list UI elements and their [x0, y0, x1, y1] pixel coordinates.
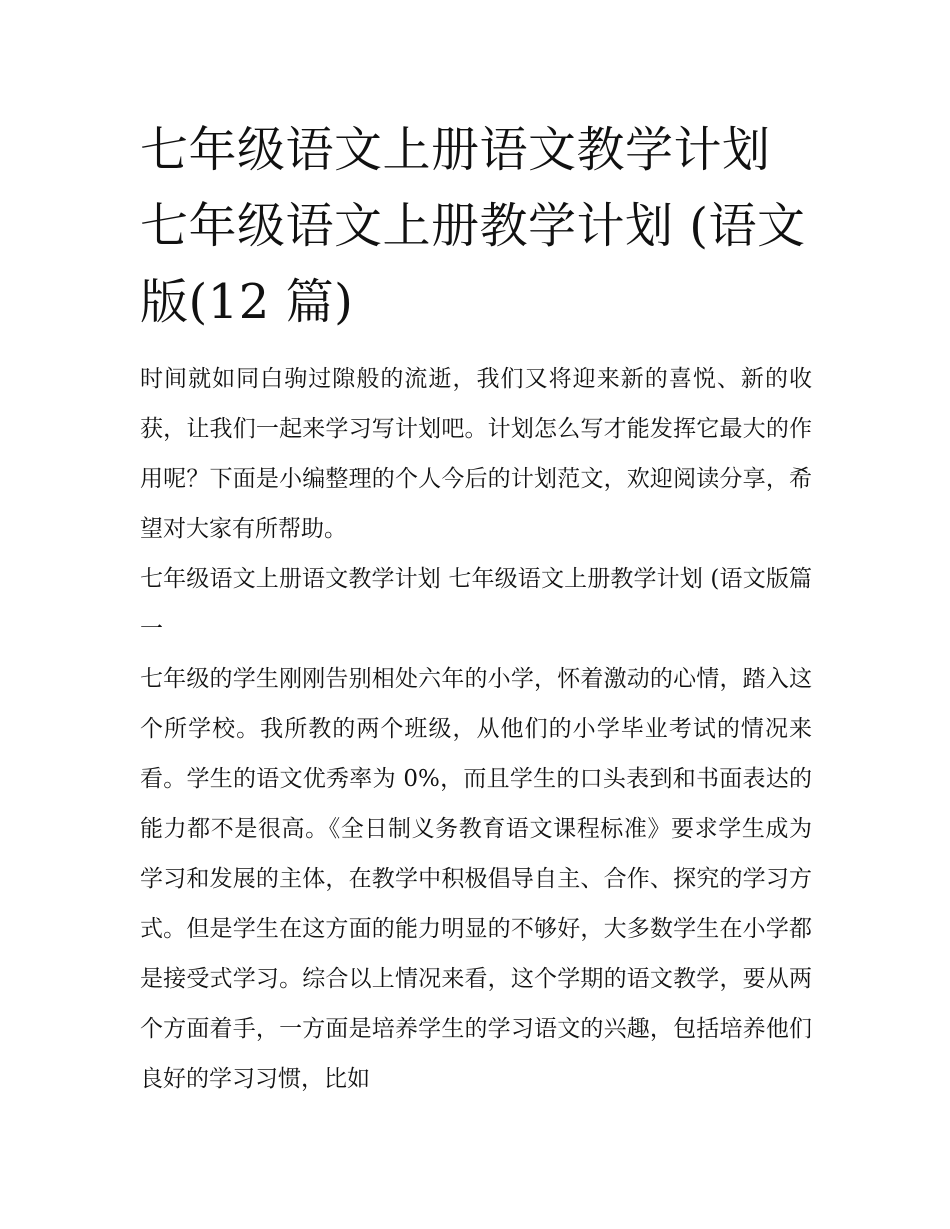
document-title: 七年级语文上册语文教学计划 七年级语文上册教学计划 (语文版(12 篇): [140, 122, 806, 330]
intro-paragraph: 时间就如同白驹过隙般的流逝，我们又将迎来新的喜悦、新的收获，让我们一起来学习写计划吧。计划怎么写才能发挥它最大的作用呢？下面是小编整理的个人今后的计划范文，欢迎阅读分享，希望对大家有所帮助。: [140, 366, 812, 542]
body-paragraph: 七年级的学生刚刚告别相处六年的小学，怀着激动的心情，踏入这个所学校。我所教的两个班级，从他们的小学毕业考试的情况来看。学生的语文优秀率为 0%，而且学生的口头表到和书面表达的能力都不是很高。《全日制义务教育语文课程标准》要求学生成为学习和发展的主体，在教学中积极倡导自主、合作、探究的学习方式。但是学生在这方面的能力明显的不够好，大多数学生在小学都是接受式学习。综合以上情况来看，这个学期的语文教学，要从两个方面着手，一方面是培养学生的学习语文的兴趣，包括培养他们良好的学习习惯，比如: [140, 666, 812, 1092]
document-page: [140, 112, 812, 1104]
section-heading: 七年级语文上册语文教学计划 七年级语文上册教学计划 (语文版篇一: [140, 566, 812, 642]
